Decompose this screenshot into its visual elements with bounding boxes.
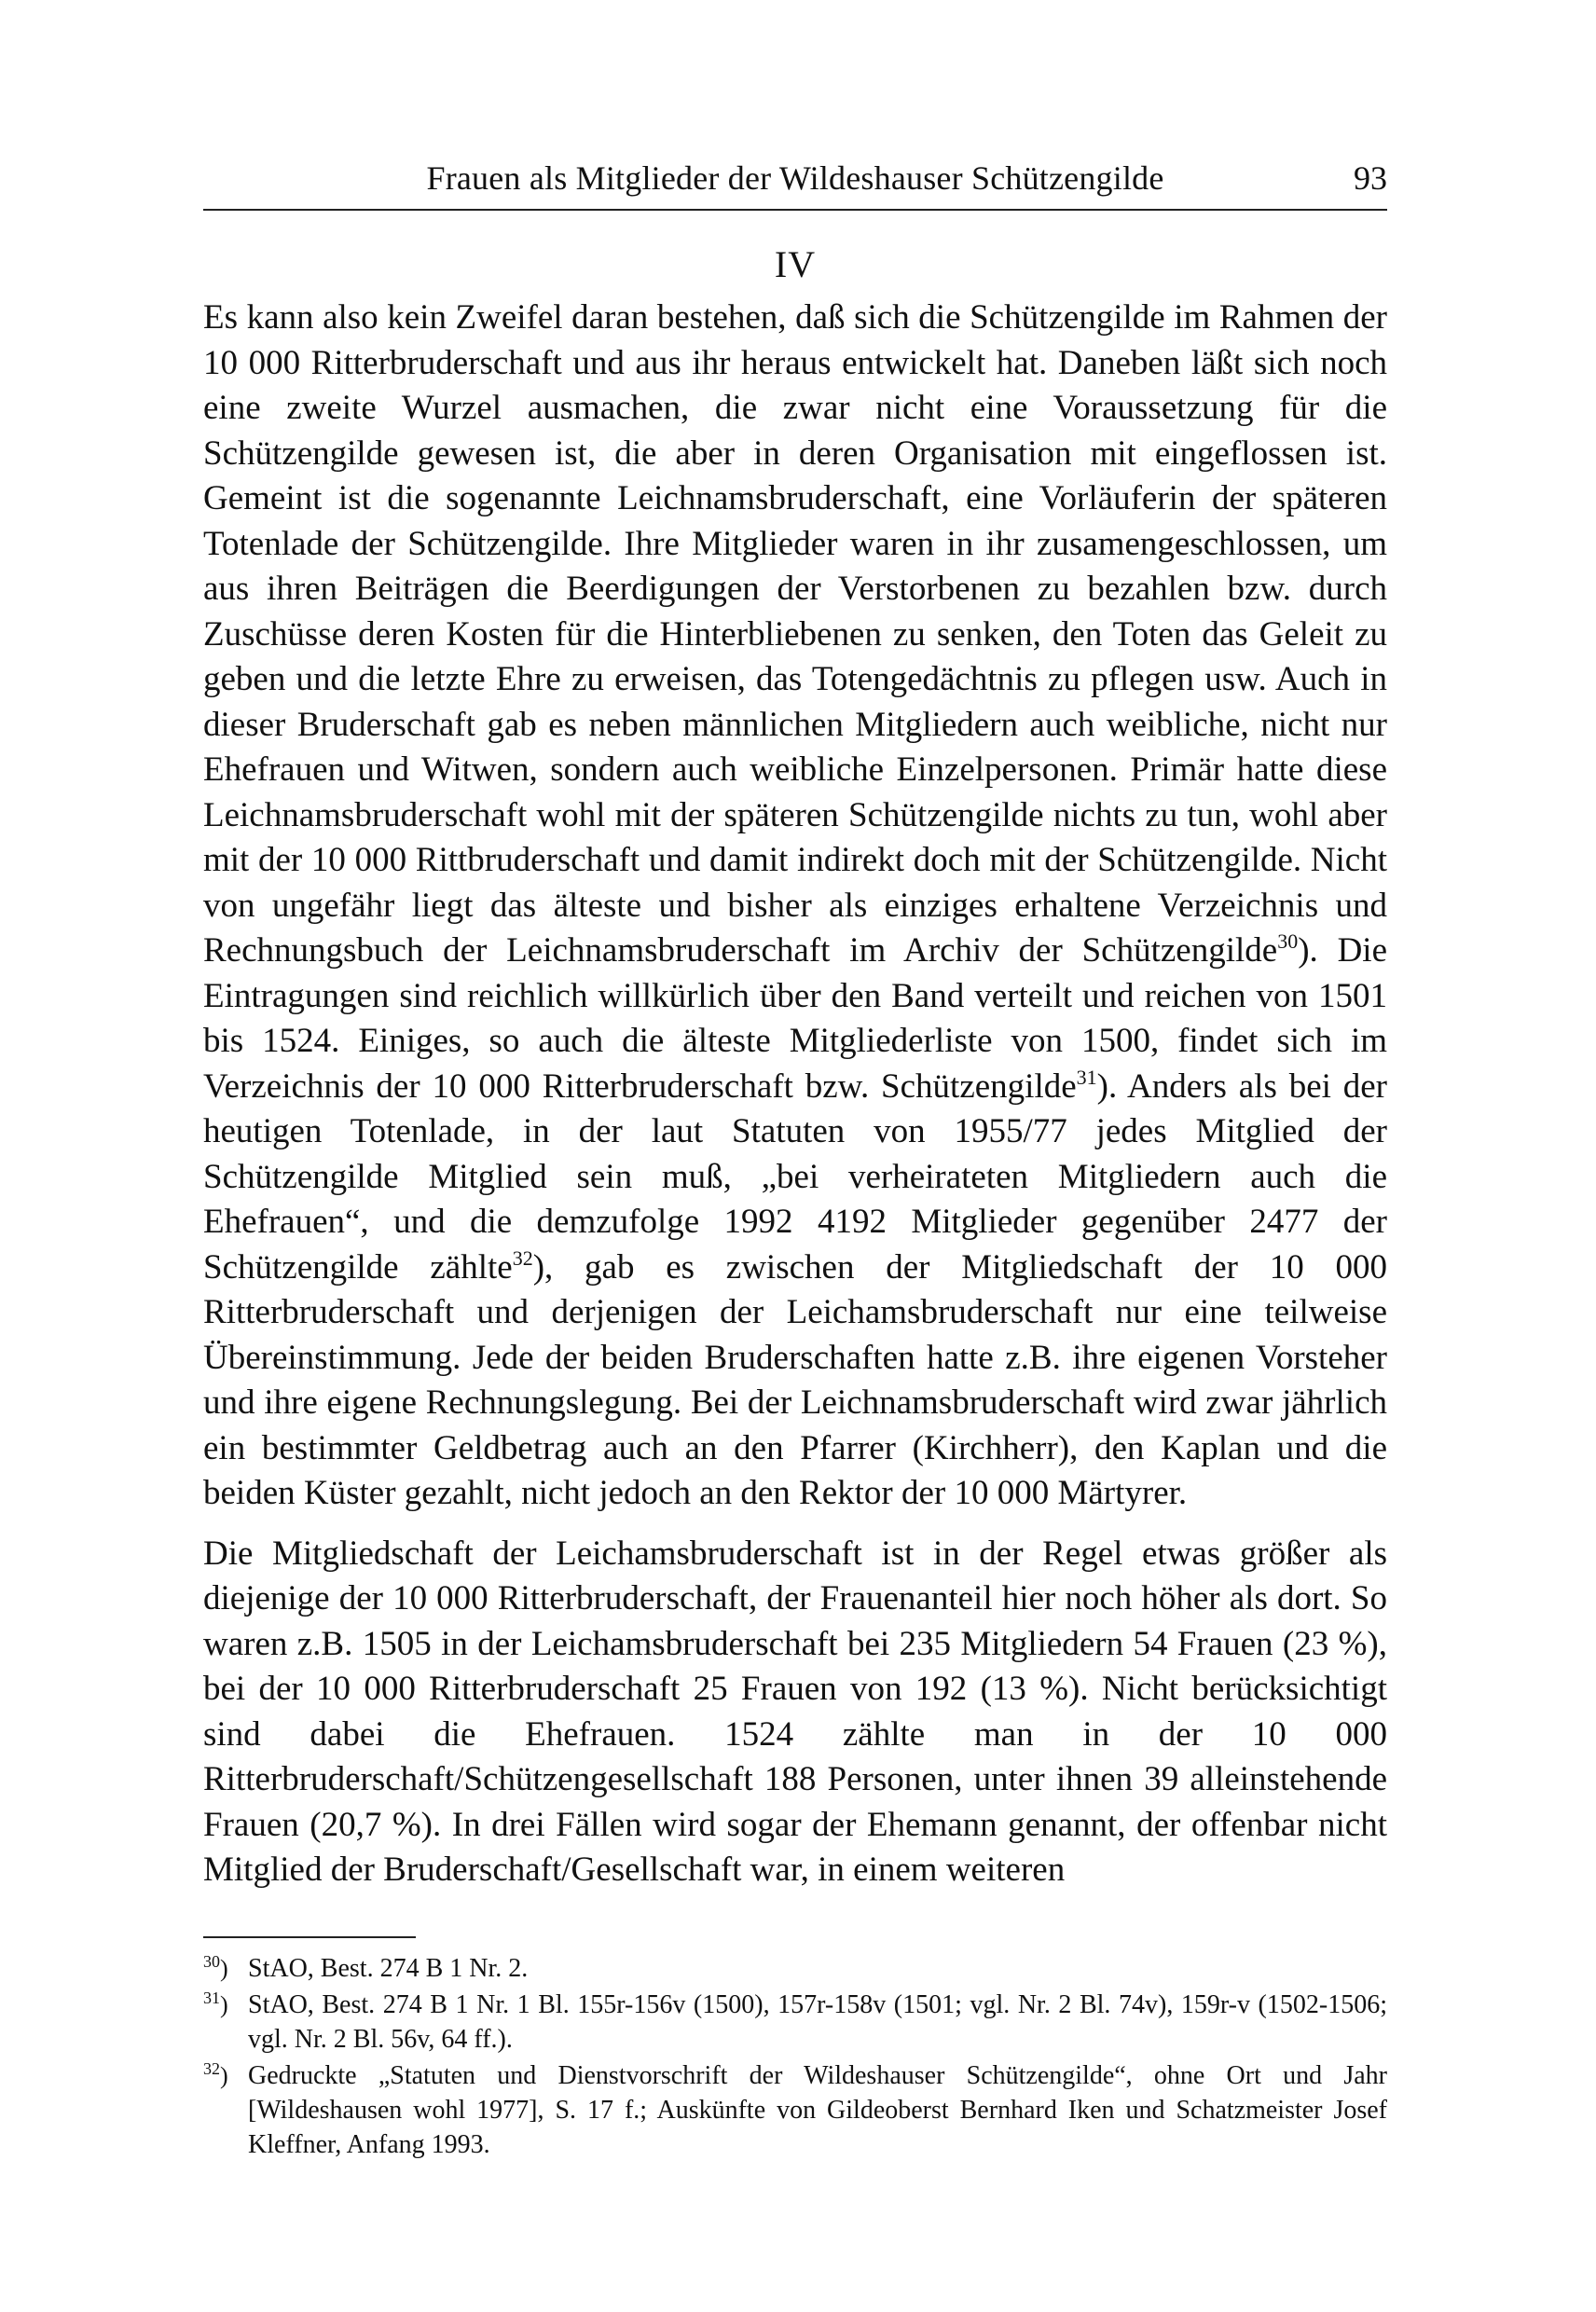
footnote-text: StAO, Best. 274 B 1 Nr. 2. xyxy=(248,1953,529,1983)
running-header xyxy=(203,149,1387,211)
footnote-text: StAO, Best. 274 B 1 Nr. 1 Bl. 155r-156v (1500), 157r-158v (1501; vgl. Nr. 2 Bl. 74v), 159r-v (1502-1506; vgl. Nr. 2 Bl. 56v, 64 ff.). xyxy=(248,1989,1387,2054)
footnote-ref-32: 32 xyxy=(512,1245,533,1270)
paragraph-1-text-2: ). Die Eintragungen sind reichlich willkürlich über den Band verteilt und reichen von 1501 bis 1524. Einiges, so auch die älteste Mitgliederliste von 1500, findet sich im Verzeichnis der 10 000 Ritterbruderschaft bzw. Schützengilde xyxy=(203,931,1388,1106)
footnote-number: 30 xyxy=(203,1951,220,1971)
paragraph-1 xyxy=(203,296,1387,1517)
body-text xyxy=(203,296,1387,1893)
paragraph-1-text-1: Es kann also kein Zweifel daran bestehen, daß sich die Schützengilde im Rahmen der 10 000 Ritterbruderschaft und aus ihr heraus entwickelt hat. Daneben läßt sich noch eine zweite Wurzel ausmachen, die zwar nicht eine Voraussetzung für die Schützengilde gewesen ist, die aber in deren Organisation mit eingeflossen ist. Gemeint ist die sogenannte Leichnamsbruderschaft, eine Vorläuferin der späteren Totenlade der Schützengilde. Ihre Mitglieder waren in ihr zusamengeschlossen, um aus ihren Beiträgen die Beerdigungen der Verstorbenen zu bezahlen bzw. durch Zuschüsse deren Kosten für die Hinterbliebenen zu senken, den Toten das Geleit zu geben und die letzte Ehre zu erweisen, das Totengedächtnis zu pflegen usw. Auch in dieser Bruderschaft gab es neben männlichen Mitgliedern auch weibliche, nicht nur Ehefrauen und Witwen, sondern auch weibliche Einzelpersonen. Primär hatte diese Leichnamsbruderschaft wohl mit der späteren Schützengilde nichts zu tun, wohl aber mit der 10 000 Rittbruderschaft und damit indirekt doch mit der Schützengilde. Nicht von ungefähr liegt das älteste und bisher als einziges erhaltene Verzeichnis und Rechnungsbuch der Leichnamsbruderschaft im Archiv der Schützengilde xyxy=(203,298,1387,970)
footnote-31 xyxy=(203,1988,1387,2057)
paragraph-1-text-4: ), gab es zwischen der Mitgliedschaft der 10 000 Ritterbruderschaft und derjenigen der Leichamsbruderschaft nur eine teilweise Übereinstimmung. Jede der beiden Bruderschaften hatte z.B. ihre eigenen Vorsteher und ihre eigene Rechnungslegung. Bei der Leichnamsbruderschaft wird zwar jährlich ein bestimmter Geldbetrag auch an den Pfarrer (Kirchherr), den Kaplan und die beiden Küster gezahlt, nicht jedoch an den Rektor der 10 000 Märtyrer. xyxy=(203,1247,1387,1512)
footnote-divider xyxy=(203,1936,416,1938)
footnote-mark: $^{31}$) xyxy=(203,1988,228,2018)
running-title: Frauen als Mitglieder der Wildeshauser Schützengilde xyxy=(426,159,1164,197)
footnote-text: Gedruckte „Statuten und Dienstvorschrift der Wildeshauser Schützengilde“, ohne Ort und Jahr [Wildeshausen wohl 1977], S. 17 f.; Auskünfte von Gildeoberst Bernhard Iken und Schatzmeister Josef Kleffner, Anfang 1993. xyxy=(248,2060,1387,2159)
footnote-32 xyxy=(203,2058,1387,2162)
footnote-30 xyxy=(203,1951,1387,1986)
footnote-mark: $^{32}$) xyxy=(203,2058,228,2089)
footnotes xyxy=(203,1951,1387,2162)
footnote-number: 32 xyxy=(203,2058,220,2078)
paragraph-1-text-3: ). Anders als bei der heutigen Totenlade, in der laut Statuten von 1955/77 jedes Mitglied der Schützengilde Mitglied sein muß, „bei verheirateten Mitgliedern auch die Ehefrauen“, und die demzufolge 1992 4192 Mitglieder gegenüber 2477 der Schützengilde zählte xyxy=(203,1067,1387,1287)
page-number: 93 xyxy=(1354,159,1387,197)
paragraph-2 xyxy=(203,1532,1387,1893)
paragraph-2-text-1: Die Mitgliedschaft der Leichamsbruderschaft ist in der Regel etwas größer als diejenige der 10 000 Ritterbruderschaft, der Frauenanteil hier noch höher als dort. So waren z.B. 1505 in der Leichamsbruderschaft bei 235 Mitgliedern 54 Frauen (23 %), bei der 10 000 Ritterbruderschaft 25 Frauen von 192 (13 %). Nicht berücksichtigt sind dabei die Ehefrauen. 1524 zählte man in der 10 000 Ritterbruderschaft/Schützengesellschaft 188 Personen, unter ihnen 39 alleinstehende Frauen (20,7 %). In drei Fällen wird sogar der Ehemann genannt, der offenbar nicht Mitglied der Bruderschaft/Gesellschaft war, in einem weiteren xyxy=(203,1534,1387,1889)
footnote-number: 31 xyxy=(203,1988,220,2007)
section-heading: IV xyxy=(774,243,817,285)
footnote-mark: $^{30}$) xyxy=(203,1951,228,1982)
book-page xyxy=(203,149,1387,2164)
footnote-ref-30: 30 xyxy=(1277,929,1299,953)
footnote-ref-31: 31 xyxy=(1076,1065,1097,1089)
